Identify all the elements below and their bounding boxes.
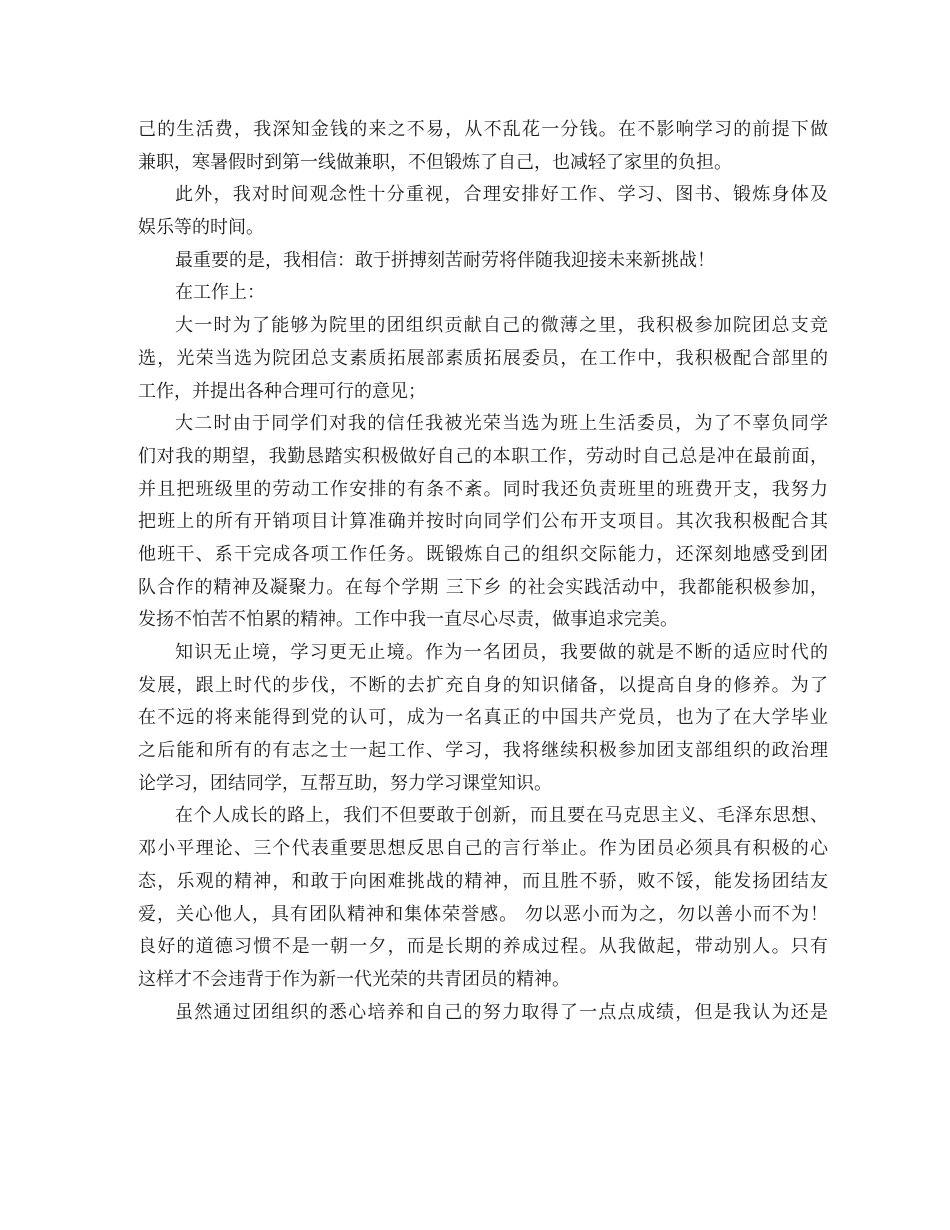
text-line: 己的生活费，我深知金钱的来之不易，从不乱花一分钱。在不影响学习的前提下做	[138, 119, 828, 140]
text-line: 这样才不会违背于作为新一代光荣的共青团员的精神。	[138, 968, 570, 990]
text-line: 发展，跟上时代的步伐，不断的去扩充自身的知识储备，以提高自身的修养。为了	[138, 674, 828, 696]
text-line: 在不远的将来能得到党的认可，成为一名真正的中国共产党员，也为了在大学毕业	[138, 707, 828, 729]
text-line: 虽然通过团组织的悉心培养和自己的努力取得了一点点成绩，但是我认为还是	[175, 1001, 828, 1023]
text-line: 把班上的所有开销项目计算准确并按时向同学们公布开支项目。其次我积极配合其	[138, 511, 828, 533]
text-line: 之后能和所有的有志之士一起工作、学习，我将继续积极参加团支部组织的政治理	[138, 740, 828, 762]
text-line: 他班干、系干完成各项工作任务。既锻炼自己的组织交际能力，还深刻地感受到团	[138, 543, 828, 565]
text-line: 选，光荣当选为院团总支素质拓展部素质拓展委员，在工作中，我积极配合部里的	[138, 347, 828, 369]
text-line: 发扬不怕苦不怕累的精神。工作中我一直尽心尽责，做事追求完美。	[138, 609, 678, 631]
text-line: 知识无止境，学习更无止境。作为一名团员，我要做的就是不断的适应时代的	[175, 642, 828, 663]
text-line: 此外，我对时间观念性十分重视，合理安排好工作、学习、图书、锻炼身体及	[175, 184, 828, 206]
text-line: 在工作上：	[175, 282, 265, 304]
document-body	[138, 114, 828, 1029]
text-line: 论学习，团结同学，互帮互助，努力学习课堂知识。	[138, 772, 552, 794]
text-line: 在个人成长的路上，我们不但要敢于创新，而且要在马克思主义、毛泽东思想、	[175, 805, 828, 827]
text-line: 工作，并提出各种合理可行的意见；	[138, 380, 426, 402]
text-line: 并且把班级里的劳动工作安排的有条不紊。同时我还负责班里的班费开支，我努力	[138, 478, 828, 500]
text-line: 大一时为了能够为院里的团组织贡献自己的微薄之里，我积极参加院团总支竞	[175, 315, 828, 337]
text-line: 最重要的是，我相信：敢于拼搏刻苦耐劳将伴随我迎接未来新挑战！	[175, 249, 715, 271]
text-line: 兼职，寒暑假时到第一线做兼职，不但锻炼了自己，也减轻了家里的负担。	[138, 151, 732, 173]
text-line: 娱乐等的时间。	[138, 217, 264, 239]
text-line: 态，乐观的精神，和敢于向困难挑战的精神，而且胜不骄，败不馁，能发扬团结友	[138, 870, 828, 892]
text-line: 队合作的精神及凝聚力。在每个学期 三下乡 的社会实践活动中，我都能积极参加，	[138, 576, 828, 598]
text-line: 们对我的期望，我勤恳踏实积极做好自己的本职工作，劳动时自己总是冲在最前面，	[138, 445, 828, 467]
text-line: 邓小平理论、三个代表重要思想反思自己的言行举止。作为团员必须具有积极的心	[138, 838, 828, 860]
text-line: 大二时由于同学们对我的信任我被光荣当选为班上生活委员，为了不辜负同学	[175, 413, 828, 435]
text-line: 良好的道德习惯不是一朝一夕，而是长期的养成过程。从我做起，带动别人。只有	[138, 936, 828, 958]
text-line: 爱，关心他人，具有团队精神和集体荣誉感。 勿以恶小而为之，勿以善小而不为！	[138, 903, 828, 925]
